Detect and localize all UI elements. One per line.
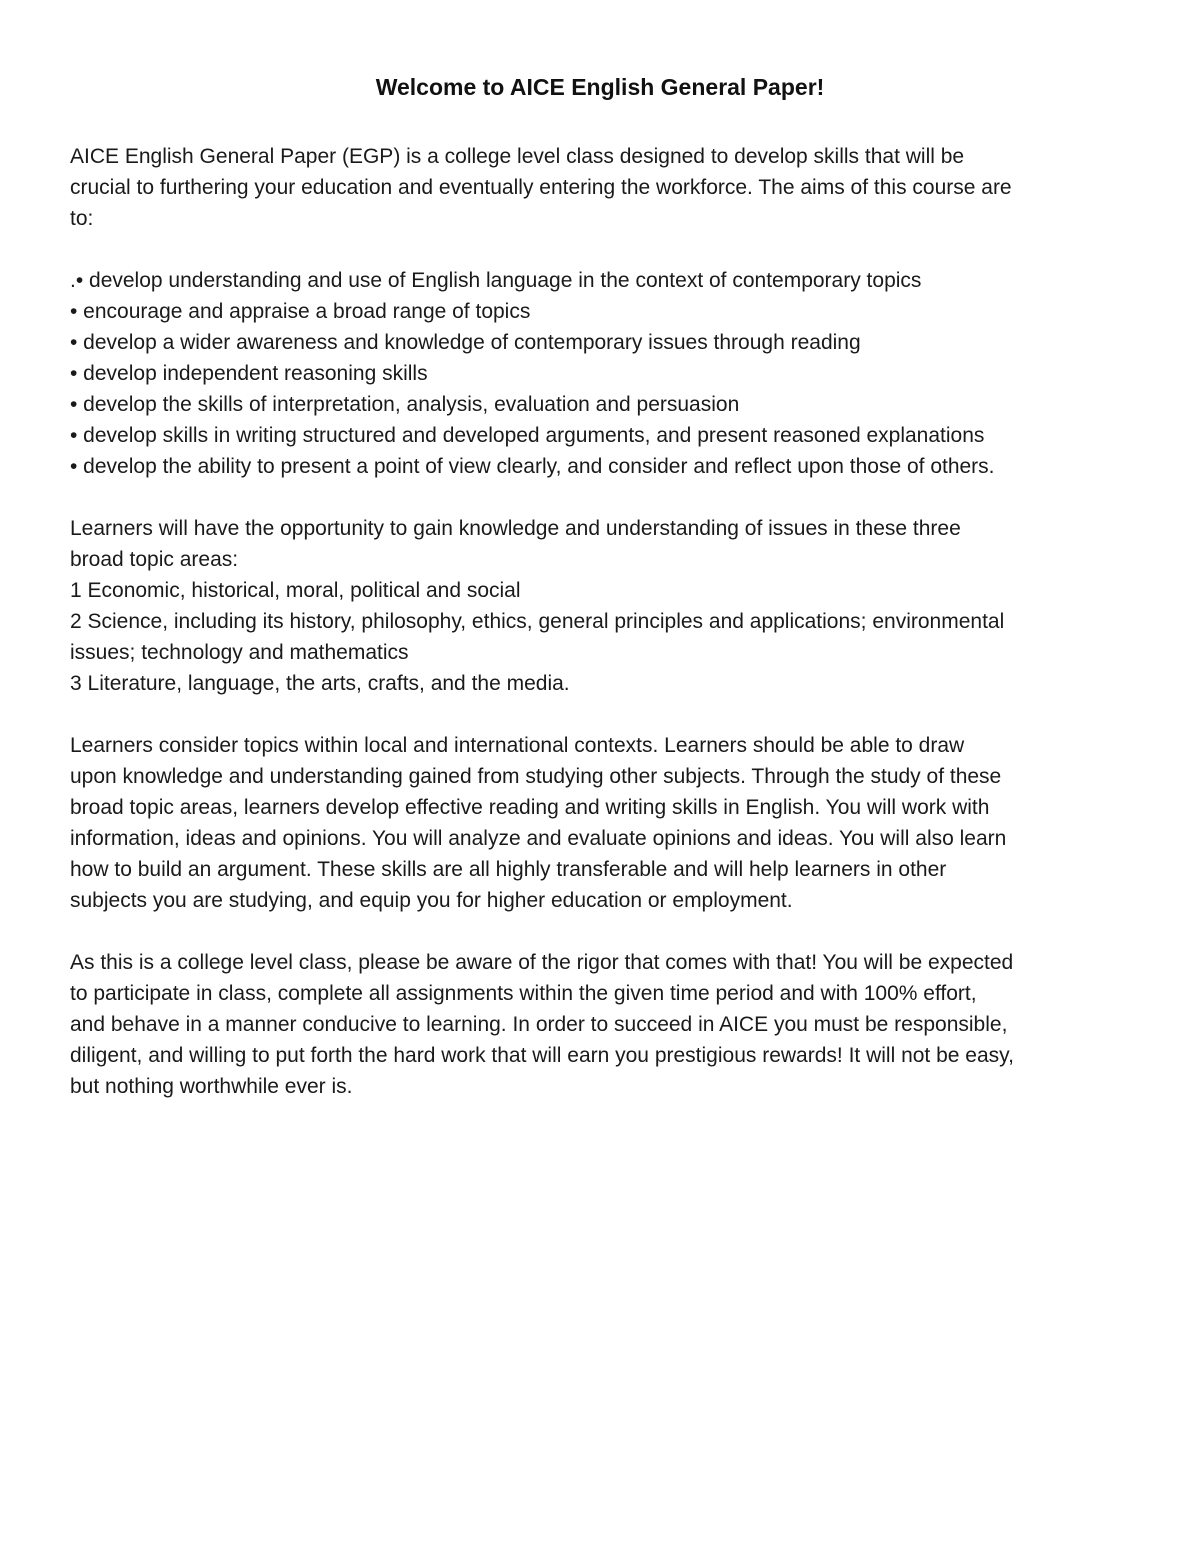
text-line: broad topic areas: [70, 548, 239, 571]
list-item: • develop independent reasoning skills [70, 362, 428, 385]
text-line: information, ideas and opinions. You will analyze and evaluate opinions and ideas. You will also learn [70, 827, 1007, 850]
topics-paragraph [70, 513, 1140, 699]
list-item: • develop a wider awareness and knowledge of contemporary issues through reading [70, 331, 861, 354]
paragraph-spacer [70, 916, 1140, 947]
text-line: crucial to furthering your education and eventually entering the workforce. The aims of this course are [70, 176, 1012, 199]
list-item: • develop the skills of interpretation, analysis, evaluation and persuasion [70, 393, 740, 416]
text-line: broad topic areas, learners develop effective reading and writing skills in English. You will work with [70, 796, 990, 819]
list-item: • develop the ability to present a point of view clearly, and consider and reflect upon those of others. [70, 455, 995, 478]
text-line: Learners consider topics within local and international contexts. Learners should be able to draw [70, 734, 965, 757]
document-body [70, 141, 1140, 1102]
intro-paragraph [70, 141, 1140, 234]
skills-paragraph [70, 730, 1140, 916]
list-item: 2 Science, including its history, philosophy, ethics, general principles and applications; environmental [70, 610, 1005, 633]
list-item: • develop skills in writing structured and developed arguments, and present reasoned explanations [70, 424, 985, 447]
paragraph-spacer [70, 234, 1140, 265]
text-line: how to build an argument. These skills are all highly transferable and will help learners in other [70, 858, 947, 881]
text-line: and behave in a manner conducive to learning. In order to succeed in AICE you must be responsible, [70, 1013, 1008, 1036]
list-item: 1 Economic, historical, moral, political and social [70, 579, 521, 602]
text-line: subjects you are studying, and equip you for higher education or employment. [70, 889, 793, 912]
text-line: AICE English General Paper (EGP) is a college level class designed to develop skills that will be [70, 145, 965, 168]
text-line: to participate in class, complete all assignments within the given time period and with 100% effort, [70, 982, 977, 1005]
paragraph-spacer [70, 699, 1140, 730]
expectations-paragraph [70, 947, 1140, 1102]
list-item: • encourage and appraise a broad range of topics [70, 300, 531, 323]
text-line: upon knowledge and understanding gained from studying other subjects. Through the study of these [70, 765, 1002, 788]
text-line: diligent, and willing to put forth the hard work that will earn you prestigious rewards! It will not be easy, [70, 1044, 1014, 1067]
list-item: .• develop understanding and use of English language in the context of contemporary topics [70, 269, 922, 292]
list-item: 3 Literature, language, the arts, crafts, and the media. [70, 672, 570, 695]
text-line: to: [70, 207, 94, 230]
paragraph-spacer [70, 482, 1140, 513]
aims-list [70, 265, 1140, 482]
page-title: Welcome to AICE English General Paper! [375, 74, 825, 100]
text-line: but nothing worthwhile ever is. [70, 1075, 353, 1098]
text-line: As this is a college level class, please be aware of the rigor that comes with that! You will be expected [70, 951, 1014, 974]
text-line: issues; technology and mathematics [70, 641, 409, 664]
text-line: Learners will have the opportunity to gain knowledge and understanding of issues in these three [70, 517, 961, 540]
